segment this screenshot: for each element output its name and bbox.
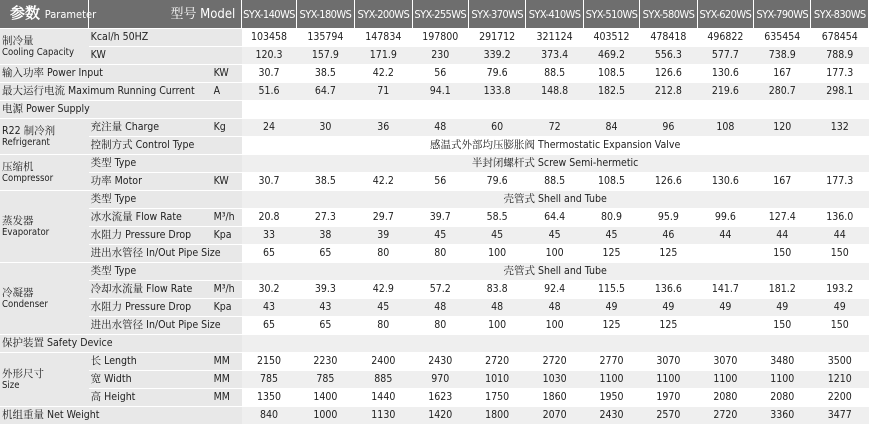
value-cell: 103458: [242, 29, 296, 47]
empty-cell: [640, 101, 697, 119]
value-cell: 120: [754, 119, 811, 137]
value-cell: 280.7: [754, 83, 811, 101]
parameter-header-en: Parameter: [44, 8, 97, 21]
size-label: [0, 353, 89, 407]
value-cell: 38: [296, 227, 354, 245]
value-cell: 130.6: [697, 173, 753, 191]
value-cell: 157.9: [296, 47, 354, 65]
value-cell: 147834: [355, 29, 412, 47]
value-cell: 71: [355, 83, 412, 101]
value-cell: 1623: [412, 389, 468, 407]
empty-cell: [811, 101, 869, 119]
value-cell: 49: [697, 299, 753, 317]
value-cell: 635454: [754, 29, 811, 47]
value-cell: 1100: [640, 371, 697, 389]
value-cell: 230: [412, 47, 468, 65]
size-label-en: Size: [2, 379, 20, 391]
value-cell: 2200: [811, 389, 869, 407]
compressor-label-text: [2, 162, 53, 184]
value-cell: 27.3: [296, 209, 354, 227]
motor-label: 功率 Motor: [89, 173, 212, 191]
empty-cell: [754, 335, 811, 353]
condenser-pipe-label: 进出水管径 In/Out Pipe Size: [89, 317, 242, 335]
value-cell: 321124: [526, 29, 583, 47]
value-cell: 48: [526, 299, 583, 317]
value-cell: 57.2: [412, 281, 468, 299]
unit-cell: Kg: [212, 119, 242, 137]
power-supply-row: [0, 101, 869, 119]
value-cell: 136.6: [640, 281, 697, 299]
safety-device-row: [0, 335, 869, 353]
model-name: SYX-255WS: [412, 0, 468, 29]
value-cell: 1130: [355, 407, 412, 425]
value-cell: 108.5: [583, 173, 639, 191]
value-cell: 42.9: [355, 281, 412, 299]
value-cell: 100: [468, 245, 525, 263]
value-cell: 2080: [697, 389, 753, 407]
value-cell: 51.6: [242, 83, 296, 101]
value-cell: 3070: [697, 353, 753, 371]
header-row: [0, 0, 869, 29]
parameter-header: [0, 0, 97, 29]
value-cell: 2230: [296, 353, 354, 371]
value-cell: 212.8: [640, 83, 697, 101]
condenser-pipe-row: [0, 317, 869, 335]
value-cell: 44: [697, 227, 753, 245]
evaporator-flow-label: 冰水流量 Flow Rate: [89, 209, 212, 227]
value-cell: 132: [811, 119, 869, 137]
evaporator-label: [0, 191, 89, 263]
empty-cell: [583, 335, 639, 353]
condenser-type-label: 类型 Type: [89, 263, 242, 281]
value-cell: 2770: [583, 353, 639, 371]
safety-device-label: 保护装置 Safety Device: [0, 335, 242, 353]
value-cell: 45: [355, 299, 412, 317]
empty-cell: [296, 101, 354, 119]
value-cell: 65: [242, 317, 296, 335]
value-cell: 39.7: [412, 209, 468, 227]
value-cell: 193.2: [811, 281, 869, 299]
value-cell: 291712: [468, 29, 525, 47]
value-cell: 885: [355, 371, 412, 389]
empty-cell: [242, 101, 296, 119]
model-name: SYX-510WS: [583, 0, 639, 29]
refrigerant-charge-row: [0, 119, 869, 137]
value-cell: 3480: [754, 353, 811, 371]
value-cell: 65: [296, 245, 354, 263]
control-type-label: 控制方式 Control Type: [89, 137, 242, 155]
evaporator-pipe-row: [0, 245, 869, 263]
value-cell: 80: [412, 245, 468, 263]
value-cell: 49: [640, 299, 697, 317]
value-cell: 44: [811, 227, 869, 245]
value-cell: 556.3: [640, 47, 697, 65]
value-cell: 1400: [296, 389, 354, 407]
refrigerant-label-cn: R22 制冷剂: [2, 124, 56, 137]
value-cell: 30.2: [242, 281, 296, 299]
value-cell: 2430: [583, 407, 639, 425]
value-cell: 3360: [754, 407, 811, 425]
condenser-label-text: [2, 288, 48, 310]
compressor-motor-row: [0, 173, 869, 191]
compressor-type-label: 类型 Type: [89, 155, 242, 173]
width-label: 宽 Width: [89, 371, 212, 389]
value-cell: 80: [355, 317, 412, 335]
refrigerant-label: [0, 119, 89, 155]
value-cell: 150: [811, 245, 869, 263]
model-name: SYX-580WS: [640, 0, 697, 29]
value-cell: 120.3: [242, 47, 296, 65]
refrigerant-label-text: [2, 126, 55, 148]
condenser-drop-row: [0, 299, 869, 317]
compressor-label-en: Compressor: [2, 172, 54, 184]
empty-cell: [697, 335, 753, 353]
value-cell: 1100: [583, 371, 639, 389]
value-cell: 150: [811, 317, 869, 335]
value-cell: 29.7: [355, 209, 412, 227]
value-cell: 181.2: [754, 281, 811, 299]
value-cell: 100: [526, 245, 583, 263]
empty-cell: [412, 335, 468, 353]
value-cell: 136.0: [811, 209, 869, 227]
evaporator-drop-label: 水阻力 Pressure Drop: [89, 227, 212, 245]
height-label: 高 Height: [89, 389, 212, 407]
evaporator-type-row: [0, 191, 869, 209]
value-cell: 84: [583, 119, 639, 137]
value-cell: 65: [242, 245, 296, 263]
value-cell: 95.9: [640, 209, 697, 227]
evaporator-label-text: [2, 216, 49, 238]
charge-label: 充注量 Charge: [89, 119, 212, 137]
value-cell: [697, 245, 753, 263]
value-cell: 788.9: [811, 47, 869, 65]
cooling-kcal-unit: Kcal/h 50HZ: [89, 29, 242, 47]
value-cell: 150: [754, 245, 811, 263]
condenser-label: [0, 263, 89, 335]
empty-cell: [355, 101, 412, 119]
value-cell: 678454: [811, 29, 869, 47]
value-cell: 88.5: [526, 65, 583, 83]
evaporator-type-label: 类型 Type: [89, 191, 242, 209]
value-cell: 840: [242, 407, 296, 425]
value-cell: 115.5: [583, 281, 639, 299]
value-cell: 1950: [583, 389, 639, 407]
value-cell: 58.5: [468, 209, 525, 227]
value-cell: 1100: [754, 371, 811, 389]
value-cell: 45: [412, 227, 468, 245]
value-cell: 141.7: [697, 281, 753, 299]
model-name: SYX-830WS: [811, 0, 869, 29]
value-cell: 2430: [412, 353, 468, 371]
length-label: 长 Length: [89, 353, 212, 371]
value-cell: 88.5: [526, 173, 583, 191]
value-cell: 72: [526, 119, 583, 137]
model-name: SYX-620WS: [697, 0, 753, 29]
condenser-flow-row: [0, 281, 869, 299]
value-cell: 80: [412, 317, 468, 335]
value-cell: 64.7: [296, 83, 354, 101]
value-cell: 1000: [296, 407, 354, 425]
value-cell: 56: [412, 65, 468, 83]
cooling-kw-unit: KW: [89, 47, 242, 65]
value-cell: 45: [583, 227, 639, 245]
model-name: SYX-200WS: [355, 0, 412, 29]
value-cell: 46: [640, 227, 697, 245]
value-cell: 125: [640, 245, 697, 263]
cooling-capacity-label-cn: 制冷量: [2, 34, 34, 47]
evaporator-label-en: Evaporator: [2, 226, 50, 238]
condenser-label-en: Condenser: [2, 298, 48, 310]
value-cell: 125: [583, 245, 639, 263]
value-cell: 1210: [811, 371, 869, 389]
value-cell: 48: [412, 299, 468, 317]
value-cell: 577.7: [697, 47, 753, 65]
empty-cell: [526, 101, 583, 119]
control-type-value: 感温式外部均压膨胀阀 Thermostatic Expansion Valve: [242, 137, 869, 155]
empty-cell: [811, 335, 869, 353]
value-cell: 738.9: [754, 47, 811, 65]
parameter-header-cn: 参数: [10, 4, 41, 22]
empty-cell: [526, 335, 583, 353]
value-cell: 478418: [640, 29, 697, 47]
value-cell: 150: [754, 317, 811, 335]
value-cell: 167: [754, 65, 811, 83]
value-cell: 2070: [526, 407, 583, 425]
value-cell: 48: [412, 119, 468, 137]
value-cell: 403512: [583, 29, 639, 47]
unit-cell: Kpa: [212, 227, 242, 245]
value-cell: 2400: [355, 353, 412, 371]
value-cell: 339.2: [468, 47, 525, 65]
value-cell: 1440: [355, 389, 412, 407]
value-cell: 20.8: [242, 209, 296, 227]
value-cell: 126.6: [640, 65, 697, 83]
net-weight-label: 机组重量 Net Weight: [0, 407, 242, 425]
value-cell: 80: [355, 245, 412, 263]
value-cell: 2150: [242, 353, 296, 371]
value-cell: 42.2: [355, 173, 412, 191]
value-cell: 2080: [754, 389, 811, 407]
value-cell: 1970: [640, 389, 697, 407]
value-cell: 108: [697, 119, 753, 137]
value-cell: 133.8: [468, 83, 525, 101]
value-cell: 100: [468, 317, 525, 335]
power-input-row: [0, 65, 869, 83]
cooling-kcal-row: [0, 29, 869, 47]
value-cell: 79.6: [468, 65, 525, 83]
value-cell: 94.1: [412, 83, 468, 101]
value-cell: 785: [296, 371, 354, 389]
evaporator-type-value: 壳管式 Shell and Tube: [242, 191, 869, 209]
empty-cell: [412, 101, 468, 119]
value-cell: 79.6: [468, 173, 525, 191]
max-current-label: 最大运行电流 Maximum Running Current: [0, 83, 212, 101]
value-cell: 219.6: [697, 83, 753, 101]
value-cell: 39: [355, 227, 412, 245]
power-input-label: 输入功率 Power Input: [0, 65, 212, 83]
size-label-cn: 外形尺寸: [2, 367, 44, 380]
empty-cell: [355, 335, 412, 353]
value-cell: 49: [754, 299, 811, 317]
condenser-flow-label: 冷却水流量 Flow Rate: [89, 281, 212, 299]
value-cell: 298.1: [811, 83, 869, 101]
cooling-capacity-label-en: Cooling Capacity: [2, 46, 75, 58]
value-cell: 49: [811, 299, 869, 317]
empty-cell: [468, 335, 525, 353]
model-name: SYX-790WS: [754, 0, 811, 29]
unit-cell: M³/h: [212, 209, 242, 227]
value-cell: 56: [412, 173, 468, 191]
value-cell: 125: [583, 317, 639, 335]
value-cell: 1350: [242, 389, 296, 407]
value-cell: 30.7: [242, 173, 296, 191]
value-cell: 49: [583, 299, 639, 317]
model-name: SYX-180WS: [296, 0, 354, 29]
value-cell: 127.4: [754, 209, 811, 227]
value-cell: 1100: [697, 371, 753, 389]
model-name: SYX-370WS: [468, 0, 525, 29]
value-cell: 92.4: [526, 281, 583, 299]
value-cell: 167: [754, 173, 811, 191]
size-label-text: [2, 369, 44, 391]
compressor-type-row: [0, 155, 869, 173]
empty-cell: [754, 101, 811, 119]
unit-cell: MM: [212, 353, 242, 371]
cooling-capacity-label-text: [2, 36, 74, 58]
value-cell: 43: [242, 299, 296, 317]
value-cell: 2720: [468, 353, 525, 371]
value-cell: 970: [412, 371, 468, 389]
value-cell: 130.6: [697, 65, 753, 83]
empty-cell: [640, 335, 697, 353]
value-cell: 182.5: [583, 83, 639, 101]
value-cell: 135794: [296, 29, 354, 47]
condenser-drop-label: 水阻力 Pressure Drop: [89, 299, 212, 317]
value-cell: 177.3: [811, 173, 869, 191]
value-cell: 1010: [468, 371, 525, 389]
model-header: 型号 Model: [89, 0, 242, 29]
empty-cell: [296, 335, 354, 353]
value-cell: 3070: [640, 353, 697, 371]
value-cell: 38.5: [296, 173, 354, 191]
empty-cell: [468, 101, 525, 119]
value-cell: 36: [355, 119, 412, 137]
condenser-label-cn: 冷凝器: [2, 286, 34, 299]
value-cell: 1800: [468, 407, 525, 425]
compressor-type-value: 半封闭螺杆式 Screw Semi-hermetic: [242, 155, 869, 173]
value-cell: 65: [296, 317, 354, 335]
value-cell: 96: [640, 119, 697, 137]
size-width-row: [0, 371, 869, 389]
value-cell: 30: [296, 119, 354, 137]
value-cell: 1420: [412, 407, 468, 425]
size-height-row: [0, 389, 869, 407]
power-supply-label: 电源 Power Supply: [0, 101, 242, 119]
value-cell: [697, 317, 753, 335]
value-cell: 2570: [640, 407, 697, 425]
value-cell: 2720: [697, 407, 753, 425]
value-cell: 785: [242, 371, 296, 389]
max-current-row: [0, 83, 869, 101]
unit-cell: MM: [212, 371, 242, 389]
value-cell: 99.6: [697, 209, 753, 227]
value-cell: 1860: [526, 389, 583, 407]
value-cell: 197800: [412, 29, 468, 47]
value-cell: 45: [468, 227, 525, 245]
value-cell: 39.3: [296, 281, 354, 299]
unit-cell: M³/h: [212, 281, 242, 299]
value-cell: 45: [526, 227, 583, 245]
evaporator-flow-row: [0, 209, 869, 227]
value-cell: 177.3: [811, 65, 869, 83]
value-cell: 64.4: [526, 209, 583, 227]
unit-cell: KW: [212, 65, 242, 83]
value-cell: 126.6: [640, 173, 697, 191]
value-cell: 1030: [526, 371, 583, 389]
cooling-capacity-label: [0, 29, 89, 65]
value-cell: 496822: [697, 29, 753, 47]
empty-cell: [583, 101, 639, 119]
net-weight-row: [0, 407, 869, 425]
model-name: SYX-140WS: [242, 0, 296, 29]
value-cell: 48: [468, 299, 525, 317]
value-cell: 373.4: [526, 47, 583, 65]
model-name: SYX-410WS: [526, 0, 583, 29]
unit-cell: KW: [212, 173, 242, 191]
value-cell: 2720: [526, 353, 583, 371]
value-cell: 42.2: [355, 65, 412, 83]
size-length-row: [0, 353, 869, 371]
evaporator-drop-row: [0, 227, 869, 245]
value-cell: 469.2: [583, 47, 639, 65]
value-cell: 83.8: [468, 281, 525, 299]
value-cell: 44: [754, 227, 811, 245]
value-cell: 30.7: [242, 65, 296, 83]
evaporator-label-cn: 蒸发器: [2, 214, 34, 227]
value-cell: 171.9: [355, 47, 412, 65]
value-cell: 125: [640, 317, 697, 335]
unit-cell: Kpa: [212, 299, 242, 317]
value-cell: 33: [242, 227, 296, 245]
empty-cell: [242, 335, 296, 353]
condenser-type-value: 壳管式 Shell and Tube: [242, 263, 869, 281]
value-cell: 38.5: [296, 65, 354, 83]
evaporator-pipe-label: 进出水管径 In/Out Pipe Size: [89, 245, 242, 263]
value-cell: 148.8: [526, 83, 583, 101]
refrigerant-label-en: Refrigerant: [2, 136, 50, 148]
value-cell: 1750: [468, 389, 525, 407]
cooling-kw-row: [0, 47, 869, 65]
compressor-label-cn: 压缩机: [2, 160, 34, 173]
unit-cell: A: [212, 83, 242, 101]
refrigerant-control-row: [0, 137, 869, 155]
value-cell: 80.9: [583, 209, 639, 227]
value-cell: 100: [526, 317, 583, 335]
value-cell: 3477: [811, 407, 869, 425]
compressor-label: [0, 155, 89, 191]
condenser-type-row: [0, 263, 869, 281]
value-cell: 60: [468, 119, 525, 137]
value-cell: 108.5: [583, 65, 639, 83]
value-cell: 24: [242, 119, 296, 137]
value-cell: 3500: [811, 353, 869, 371]
unit-cell: MM: [212, 389, 242, 407]
value-cell: 43: [296, 299, 354, 317]
empty-cell: [697, 101, 753, 119]
